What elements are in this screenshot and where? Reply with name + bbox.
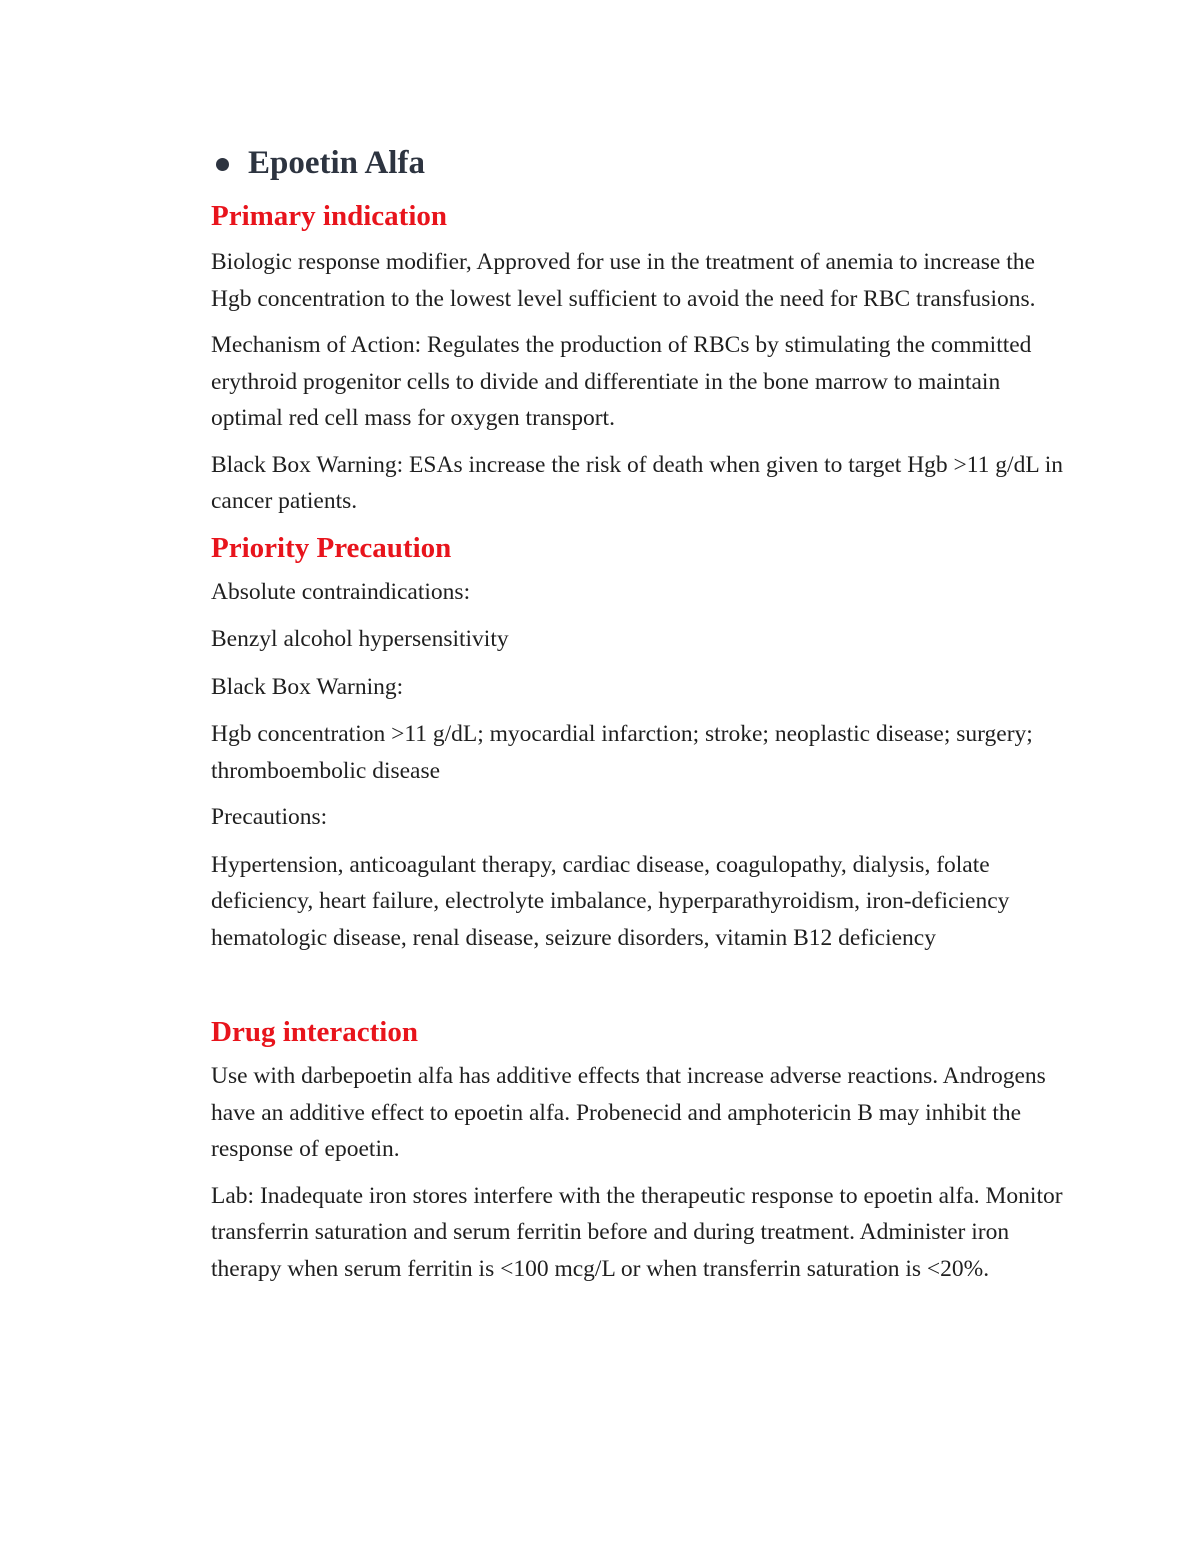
paragraph-drug-interaction: Use with darbepoetin alfa has additive effects that increase adverse reactions. Androgens have an additive effect to epoetin alfa. Probenecid and amphotericin B may inhibit the response of epoetin. — [211, 1063, 1046, 1162]
heading-primary-indication: Primary indication — [211, 200, 448, 232]
paragraph-black-box-warning: Black Box Warning: ESAs increase the risk of death when given to target Hgb >11 g/dL in cancer patients. — [211, 451, 1063, 514]
label-absolute-contraindications: Absolute contraindications: — [211, 578, 471, 605]
paragraph-primary-indication: Biologic response modifier, Approved for use in the treatment of anemia to increase the Hgb concentration to the lowest level sufficient to avoid the need for RBC transfusions. — [211, 249, 1036, 312]
paragraph-precautions: Hypertension, anticoagulant therapy, cardiac disease, coagulopathy, dialysis, folate deficiency, heart failure, electrolyte imbalance, hyperparathyroidism, iron-deficiency hematologic disease, renal disease, seizure disorders, vitamin B12 deficiency — [211, 851, 1010, 951]
paragraph-lab-interaction: Lab: Inadequate iron stores interfere with the therapeutic response to epoetin alfa. Monitor transferrin saturation and serum ferritin before and during treatment. Administer iron therapy when serum ferritin is <100 mcg/L or when transferrin saturation is <20%. — [211, 1182, 1063, 1282]
paragraph-mechanism-of-action: Mechanism of Action: Regulates the production of RBCs by stimulating the committed erythroid progenitor cells to divide and differentiate in the bone marrow to maintain optimal red cell mass for oxygen transport. — [211, 332, 1032, 431]
label-black-box-warning: Black Box Warning: — [211, 673, 404, 700]
heading-priority-precaution: Priority Precaution — [211, 531, 452, 564]
paragraph-absolute-contraindications: Benzyl alcohol hypersensitivity — [211, 626, 509, 652]
paragraph-black-box-conditions: Hgb concentration >11 g/dL; myocardial infarction; stroke; neoplastic disease; surgery; thromboembolic disease — [211, 721, 1033, 784]
bullet-icon — [216, 158, 229, 171]
heading-drug-interaction: Drug interaction — [211, 1016, 418, 1048]
document-page — [211, 140, 1071, 1297]
document-title: Epoetin Alfa — [248, 144, 425, 181]
label-precautions: Precautions: — [211, 804, 328, 830]
title-row — [216, 140, 1071, 186]
